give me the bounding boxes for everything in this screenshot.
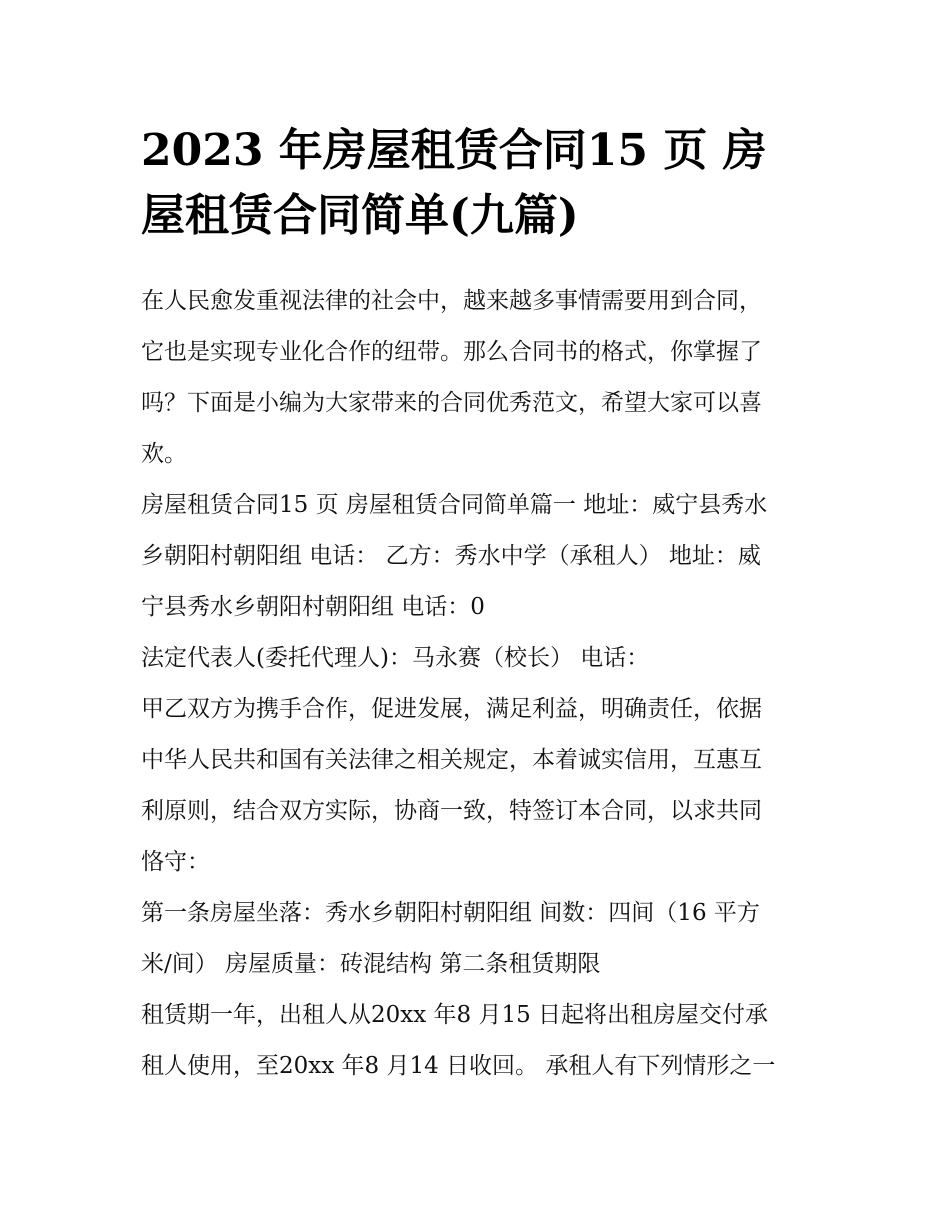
- text-line: 乡朝阳村朝阳组 电话： 乙方：秀水中学（承租人） 地址：威: [141, 543, 761, 569]
- title-line: 2023 年房屋租赁合同15 页 房: [141, 125, 767, 176]
- text-line: 租人使用，至20xx 年8 月14 日收回。 承租人有下列情形之一: [141, 1053, 776, 1079]
- text-line: 第一条房屋坐落：秀水乡朝阳村朝阳组 间数：四间（16 平方: [141, 900, 760, 926]
- text-line: 宁县秀水乡朝阳村朝阳组 电话：0: [141, 594, 485, 620]
- text-line: 它也是实现专业化合作的纽带。那么合同书的格式，你掌握了: [141, 339, 762, 365]
- text-line: 租赁期一年，出租人从20xx 年8 月15 日起将出租房屋交付承: [141, 1002, 769, 1028]
- text-line: 恪守：: [141, 849, 210, 875]
- text-line: 法定代表人(委托代理人)：马永赛（校长） 电话：: [141, 645, 650, 671]
- text-line: 吗？下面是小编为大家带来的合同优秀范文，希望大家可以喜: [141, 390, 762, 416]
- title-line: 屋租赁合同简单(九篇): [141, 190, 579, 241]
- text-line: 米/间） 房屋质量：砖混结构 第二条租赁期限: [141, 951, 601, 977]
- document-title: [141, 118, 811, 248]
- text-line: 房屋租赁合同15 页 房屋租赁合同简单篇一 地址：威宁县秀水: [141, 492, 768, 518]
- paragraph-article-one: [141, 888, 813, 990]
- paragraph-preamble: [141, 684, 813, 888]
- text-line: 在人民愈发重视法律的社会中，越来越多事情需要用到合同，: [141, 288, 762, 314]
- text-line: 欢。: [141, 441, 187, 467]
- text-line: 利原则，结合双方实际，协商一致，特签订本合同，以求共同: [141, 798, 762, 824]
- text-line: 中华人民共和国有关法律之相关规定，本着诚实信用，互惠互: [141, 747, 762, 773]
- paragraph-intro: [141, 276, 813, 480]
- document-body: [141, 276, 813, 1092]
- paragraph-representative: [141, 633, 813, 684]
- paragraph-lease-term: [141, 990, 813, 1092]
- text-line: 甲乙双方为携手合作，促进发展，满足利益，明确责任，依据: [141, 696, 762, 722]
- paragraph-parties: [141, 480, 813, 633]
